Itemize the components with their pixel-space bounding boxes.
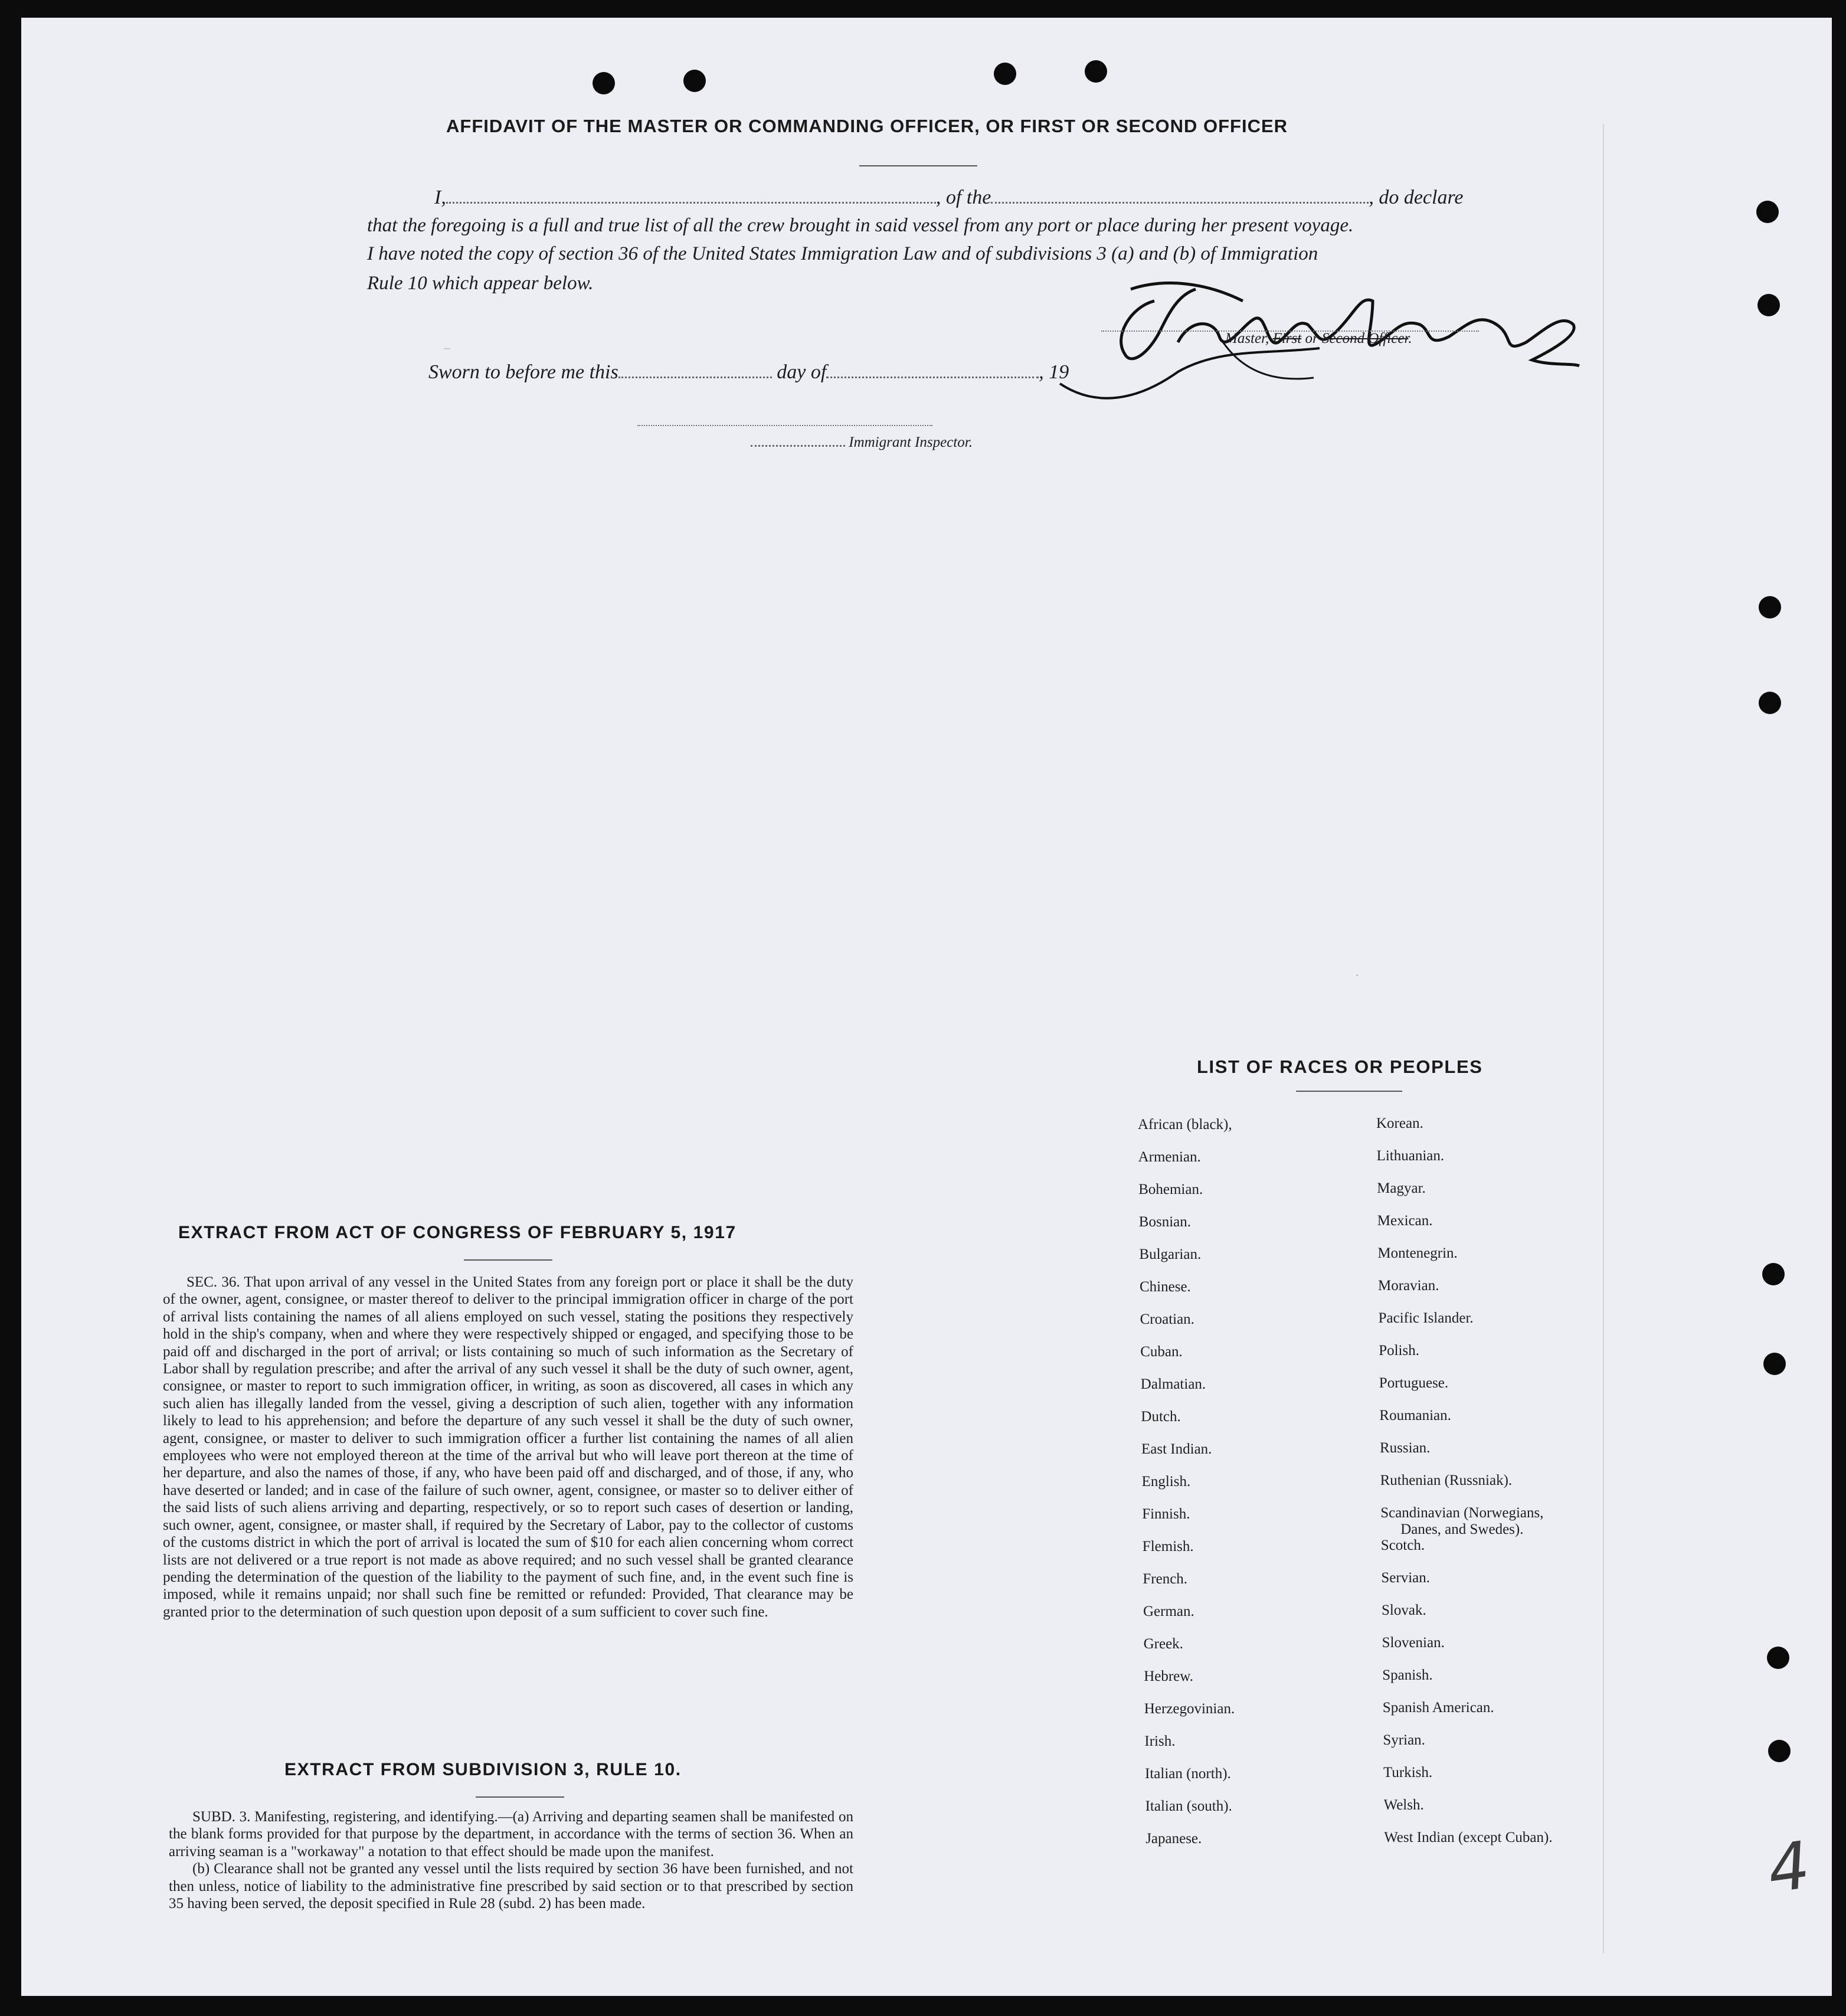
race-item: Russian. [1380,1440,1431,1456]
act-extract-title-rule [464,1259,552,1261]
race-item: West Indian (except Cuban). [1384,1830,1553,1845]
margin-tick-1: – [444,340,450,355]
race-item: Italian (south). [1145,1798,1232,1814]
or-label: or [1305,330,1318,346]
inspector-label: Immigrant Inspector. [849,434,973,450]
race-item: Spanish. [1382,1667,1433,1683]
vessel-field [991,202,1369,204]
race-item: Lithuanian. [1376,1148,1445,1164]
race-item: Chinese. [1140,1279,1191,1295]
race-item: Dalmatian. [1140,1376,1206,1392]
race-item: Turkish. [1383,1765,1433,1781]
caption-period: . [1408,330,1412,346]
race-item: Syrian. [1383,1732,1425,1748]
handwritten-page-number: 4 [1763,1827,1815,1908]
race-item: Herzegovinian. [1144,1701,1235,1717]
race-item: Servian. [1381,1570,1431,1586]
signature-caption [1225,330,1412,347]
subdivision-3b-paragraph: (b) Clearance shall not be granted any vessel until the lists required by section 36 have been furnished, and not then unless, notice of liability to the administrative fine prescribed by said section or to that prescribed by section 35 having been served, the deposit specified in Rule 28 (subd. 2) has been made. [169,1861,853,1912]
race-item: German. [1143,1603,1194,1619]
inspector-signature-line [637,425,932,426]
race-item: Bulgarian. [1139,1246,1202,1262]
race-item: Slovak. [1382,1602,1426,1618]
race-item: East Indian. [1141,1441,1212,1457]
race-item: Slovenian. [1382,1635,1445,1651]
race-item: Italian (north). [1145,1766,1231,1782]
declaration-line-4: Rule 10 which appear below. [367,273,594,294]
day-of-label: day of [777,361,827,383]
race-item: Bohemian. [1138,1182,1203,1197]
race-item: Dutch. [1141,1409,1181,1425]
sworn-day-field [618,377,772,378]
race-item: Croatian. [1140,1311,1194,1327]
race-item: Korean. [1376,1115,1423,1131]
race-item: Scotch. [1380,1537,1425,1553]
bleed-through-column [1603,124,1781,1953]
race-item: Magyar. [1377,1180,1426,1196]
subdivision-3a-paragraph: SUBD. 3. Manifesting, registering, and identifying.—(a) Arriving and departing seamen shall be manifested on the blank forms provided for that purpose by the department, in accordance with the terms of section 36. When an arriving seaman is a "workaway" a notation to that effect should be made upon the manifest. [169,1809,853,1860]
race-item: African (black), [1138,1117,1232,1133]
declaration-line-3: I have noted the copy of section 36 of the United States Immigration Law and of subdivisions 3 (a) and (b) of Immigration [367,243,1318,264]
section-36-text [163,1274,853,1621]
year-label: , 19 [1039,361,1069,383]
race-item: Irish. [1144,1733,1176,1749]
race-item: Finnish. [1142,1506,1190,1522]
affidavit-title-rule [859,165,977,166]
race-item: Moravian. [1378,1278,1439,1294]
race-item: Flemish. [1142,1539,1194,1554]
signature-line [1101,330,1479,332]
race-item: Greek. [1143,1636,1183,1652]
i-label: I, [434,186,446,208]
race-item: Polish. [1379,1343,1419,1359]
first-label-struck: First [1272,330,1302,346]
race-item: Japanese. [1145,1831,1202,1847]
section-36-paragraph: SEC. 36. That upon arrival of any vessel in the United States from any foreign port or place it shall be the duty of the owner, agent, consignee, or master thereof to deliver to the principal immigration officer in charge of the port of arrival lists containing the names of all aliens employed on such vessel, stating the positions they respectively hold in the ship's company, when and where they were respectively shipped or engaged, and specifying those to be paid off and discharged in the port of arrival; or lists containing so much of such information as the Secretary of Labor shall by regulation prescribe; and after the arrival of any such vessel it shall be the duty of such owner, agent, consignee, or master to report to such immigration officer, in writing, as soon as discovered, all cases in which any such alien has illegally landed from the vessel, giving a description of such alien, together with any information likely to lead to his apprehension; and before the departure of any such vessel it shall be the duty of such owner, agent, consignee, or master to deliver to such immigration officer a further list containing the names of all alien employees who were not employed thereon at the time of the arrival but who will leave port thereon at the time of her departure, and also the names of those, if any, who have been paid off and discharged, and of those, if any, who have deserted or landed; and in case of the failure of such owner, agent, consignee, or master so to deliver either of the said lists of such aliens arriving and departing, respectively, or so to report such cases of desertion or landing, such owner, agent, consignee, or master shall, if required by the Secretary of Labor, pay to the collector of customs of the customs district in which the port of arrival is located the sum of $10 for each alien concerning whom correct lists are not delivered or a true report is not made as above required; and no such vessel shall be granted clearance pending the determination of the question of the liability to the payment of such fine, and, in the event such fine is imposed, while it remains unpaid; nor shall such fine be remitted or refunded: Provided, That clearance may be granted prior to the determination of such question upon deposit of a sum sufficient to cover such fine. [163,1274,853,1620]
race-item: Bosnian. [1138,1214,1191,1230]
margin-tick-2: · [1355,968,1360,983]
race-item: Welsh. [1383,1797,1424,1813]
race-item: Armenian. [1138,1149,1201,1165]
race-item: Roumanian. [1379,1408,1451,1423]
race-item: Pacific Islander. [1378,1310,1474,1326]
affidavit-title: AFFIDAVIT OF THE MASTER OR COMMANDING OFFICER, OR FIRST OR SECOND OFFICER [446,116,1288,136]
document-page [21,18,1832,1996]
punch-hole-top-2 [683,70,706,92]
race-item: Cuban. [1140,1344,1183,1360]
inspector-line [751,434,973,451]
punch-hole-top-4 [1085,60,1107,83]
race-item: Spanish American. [1382,1700,1494,1716]
race-item: Portuguese. [1379,1375,1449,1391]
declare-label: , do declare [1369,186,1464,208]
master-label: Master, [1225,330,1269,346]
of-the-label: , of the [935,186,991,208]
race-item: English. [1141,1474,1191,1490]
race-item: Hebrew. [1144,1668,1193,1684]
race-item: Ruthenian (Russniak). [1380,1472,1513,1488]
race-item: French. [1143,1571,1188,1587]
sworn-line [428,361,1069,384]
declarant-name-field [446,202,936,204]
rule-extract-title-rule [476,1796,564,1798]
races-list-title-rule [1296,1091,1402,1092]
punch-hole-top-3 [994,63,1016,85]
declaration-line-1 [434,186,1464,209]
punch-hole-top-1 [593,72,615,94]
inspector-field [751,445,845,447]
declaration-line-2: that the foregoing is a full and true list of all the crew brought in said vessel from any port or place during her present voyage. [367,215,1354,236]
race-item: Mexican. [1377,1213,1433,1229]
second-officer-label-struck: Second Officer [1321,330,1409,346]
act-extract-title: EXTRACT FROM ACT OF CONGRESS OF FEBRUARY 5, 1917 [178,1223,737,1242]
race-item: Montenegrin. [1377,1245,1458,1261]
races-list-title: LIST OF RACES OR PEOPLES [1197,1056,1483,1077]
subdivision-3-text [169,1808,853,1912]
rule-extract-title: EXTRACT FROM SUBDIVISION 3, RULE 10. [284,1760,682,1779]
sworn-month-field [826,377,1039,378]
race-item: Scandinavian (Norwegians, Danes, and Swedes). [1380,1505,1544,1537]
sworn-label: Sworn to before me this [428,361,618,383]
